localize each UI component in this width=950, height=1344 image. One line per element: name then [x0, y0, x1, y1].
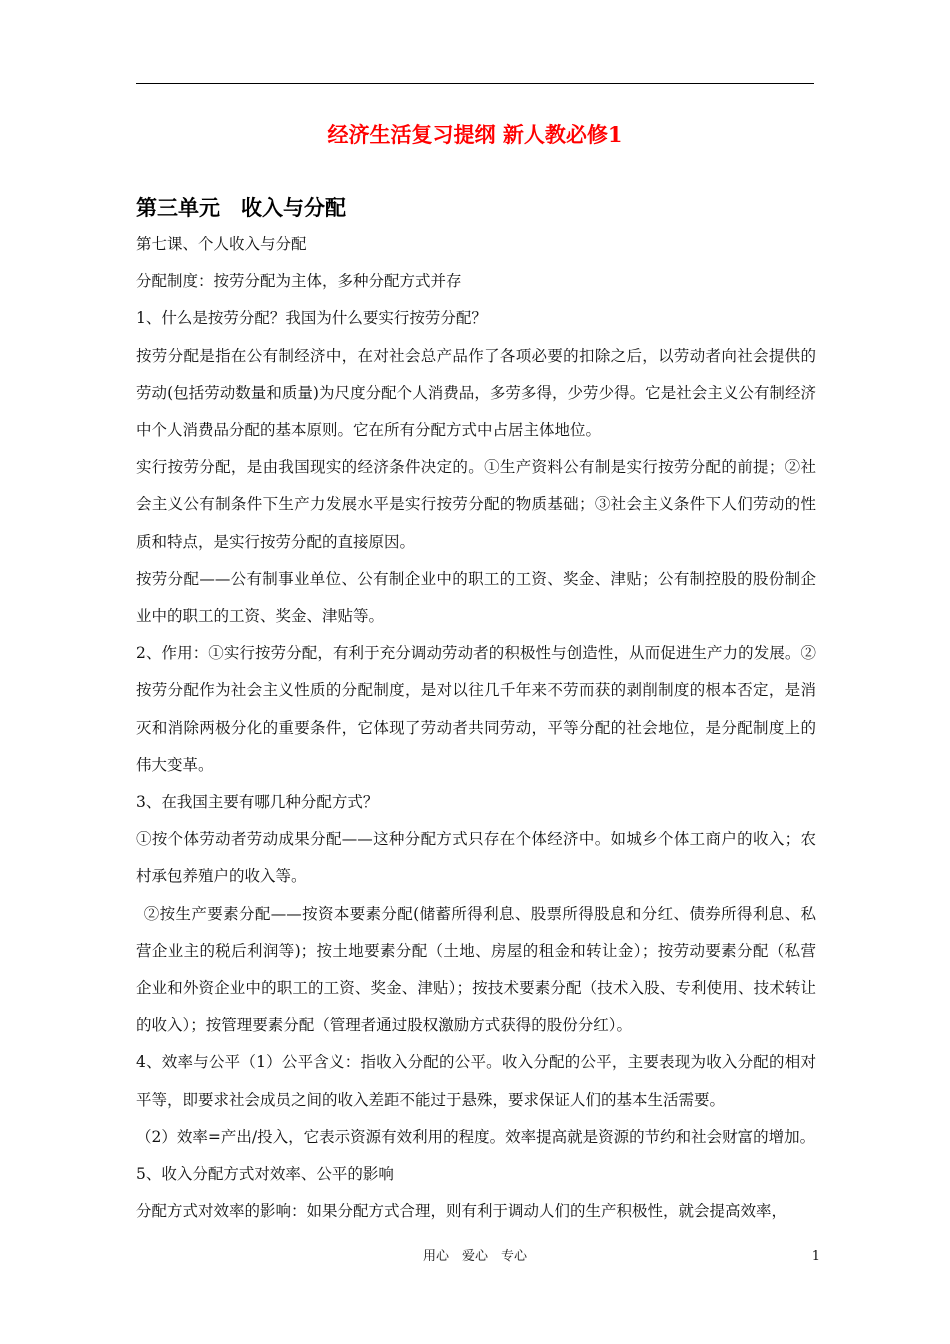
paragraph: ②按生产要素分配——按资本要素分配(储蓄所得利息、股票所得股息和分红、债券所得利息、私营企业主的税后利润等)；按土地要素分配（土地、房屋的租金和转让金）；按劳动要素分配（私营企业和外资企业中的职工的工资、奖金、津贴）；按技术要素分配（技术入股、专利使用、技术转让的收入）；按管理要素分配（管理者通过股权激励方式获得的股份分红）。	[136, 904, 816, 1035]
question-heading: 3、在我国主要有哪几种分配方式？	[136, 793, 379, 812]
lesson-heading: 第七课、个人收入与分配	[136, 235, 307, 253]
document-title: 经济生活复习提纲 新人教必修1	[327, 122, 623, 147]
paragraph: 实行按劳分配，是由我国现实的经济条件决定的。①生产资料公有制是实行按劳分配的前提；②社会主义公有制条件下生产力发展水平是实行按劳分配的物质基础；③社会主义条件下人们劳动的性质和特点，是实行按劳分配的直接原因。	[136, 458, 816, 551]
question-heading: 1、什么是按劳分配？我国为什么要实行按劳分配？	[136, 309, 487, 328]
paragraph: 按劳分配——公有制事业单位、公有制企业中的职工的工资、奖金、津贴；公有制控股的股份制企业中的职工的工资、奖金、津贴等。	[136, 569, 816, 626]
paragraph: （2）效率=产出/投入，它表示资源有效利用的程度。效率提高就是资源的节约和社会财富的增加。	[136, 1127, 816, 1146]
question-heading: 5、收入分配方式对效率、公平的影响	[136, 1165, 394, 1184]
page-number: 1	[811, 1249, 820, 1264]
document-body	[136, 226, 816, 1230]
footer-text: 用心 爱心 专心	[422, 1249, 527, 1264]
paragraph: ①按个体劳动者劳动成果分配——这种分配方式只存在个体经济中。如城乡个体工商户的收入；农村承包养殖户的收入等。	[136, 830, 816, 886]
paragraph: 按劳分配是指在公有制经济中，在对社会总产品作了各项必要的扣除之后，以劳动者向社会提供的劳动(包括劳动数量和质量)为尺度分配个人消费品，多劳多得，少劳少得。它是社会主义公有制经济中个人消费品分配的基本原则。它在所有分配方式中占居主体地位。	[136, 346, 816, 440]
unit-heading: 第三单元 收入与分配	[136, 195, 346, 220]
paragraph: 4、效率与公平（1）公平含义：指收入分配的公平。收入分配的公平，主要表现为收入分配的相对平等，即要求社会成员之间的收入差距不能过于悬殊，要求保证人们的基本生活需要。	[136, 1053, 816, 1109]
header-rule	[136, 83, 814, 84]
paragraph: 分配制度：按劳分配为主体，多种分配方式并存	[136, 272, 462, 291]
paragraph: 2、作用：①实行按劳分配，有利于充分调动劳动者的积极性与创造性，从而促进生产力的发展。②按劳分配作为社会主义性质的分配制度，是对以往几千年来不劳而获的剥削制度的根本否定，是消灭和消除两极分化的重要条件，它体现了劳动者共同劳动，平等分配的社会地位，是分配制度上的伟大变革。	[136, 644, 816, 774]
paragraph: 分配方式对效率的影响：如果分配方式合理，则有利于调动人们的生产积极性，就会提高效率，	[136, 1202, 788, 1221]
